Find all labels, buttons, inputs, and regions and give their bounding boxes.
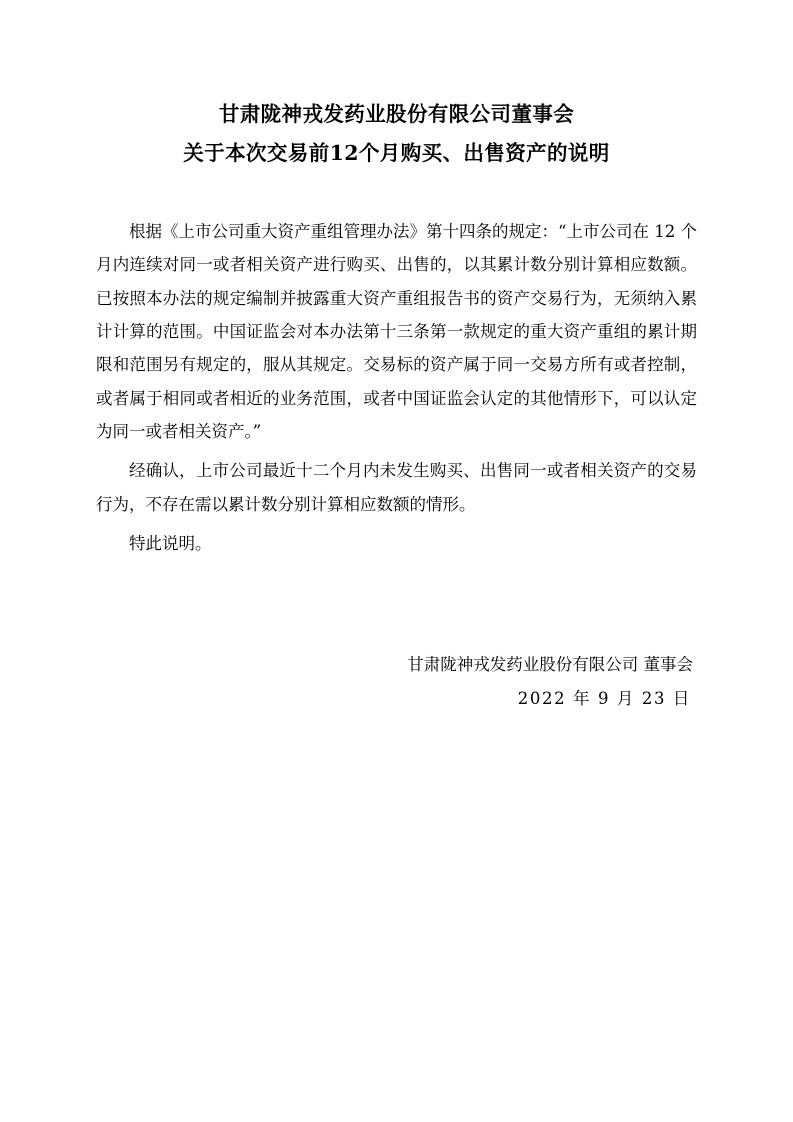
title-line-1: 甘肃陇神戎发药业股份有限公司董事会 (218, 102, 575, 126)
document-title (96, 95, 697, 173)
signature-date: 2022 年 9 月 23 日 (517, 688, 691, 708)
document-content (96, 0, 697, 716)
title-line-2: 关于本次交易前12个月购买、出售资产的说明 (183, 140, 610, 165)
document-body (96, 215, 697, 560)
body-paragraph-1: 根据《上市公司重大资产重组管理办法》第十四条的规定：“上市公司在 12 个月内连续对同一或者相关资产进行购买、出售的，以其累计数分别计算相应数额。已按照本办法的规定编制并披露重大资产重组报告书的资产交易行为，无须纳入累计计算的范围。中国证监会对本办法第十三条第一款规定的重大资产重组的累计期限和范围另有规定的，服从其规定。交易标的资产属于同一交易方所有或者控制，或者属于相同或者相近的业务范围，或者中国证监会认定的其他情形下，可以认定为同一或者相关资产。” (96, 221, 697, 441)
body-paragraph-3: 特此说明。 (129, 533, 212, 553)
signature-block (96, 648, 697, 716)
body-paragraph-2: 经确认，上市公司最近十二个月内未发生购买、出售同一或者相关资产的交易行为，不存在需以累计数分别计算相应数额的情形。 (96, 461, 697, 514)
signature-company: 甘肃陇神戎发药业股份有限公司 董事会 (407, 655, 693, 675)
